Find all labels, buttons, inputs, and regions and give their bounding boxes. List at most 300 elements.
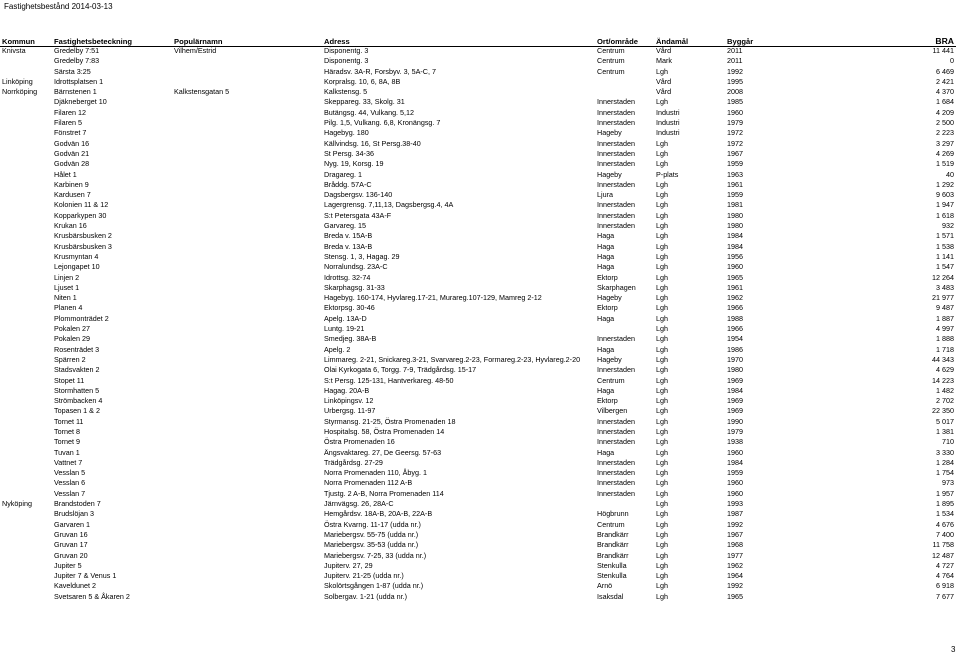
cell-fastighetsbeteckning: Kaveldunet 2: [54, 581, 96, 591]
cell-popularnamn: [172, 118, 322, 128]
cell-kommun: [0, 386, 52, 396]
cell-fastighetsbeteckning: Hålet 1: [54, 169, 77, 179]
cell-byggar: 1984: [727, 385, 743, 395]
cell-byggar: 1984: [727, 457, 743, 467]
cell-byggar: 1980: [727, 210, 743, 220]
cell-adress: Norra Promenaden 112 A-B: [324, 478, 413, 488]
cell-popularnamn: [172, 303, 322, 313]
cell-kommun: [0, 159, 52, 169]
cell-bra: 6 918: [936, 581, 954, 591]
cell-byggar: 1969: [727, 406, 743, 416]
cell-andamal: Lgh: [656, 478, 668, 488]
cell-andamal: Lgh: [656, 437, 668, 447]
cell-adress: Solbergav. 1-21 (udda nr.): [324, 591, 407, 601]
table-row: [0, 468, 956, 478]
cell-adress: Ängsvaktareg. 27, De Geersg. 57-63: [324, 447, 442, 457]
cell-byggar: 1965: [727, 591, 743, 601]
cell-fastighetsbeteckning: Vattnet 7: [54, 457, 83, 467]
cell-byggar: 1984: [727, 241, 743, 251]
cell-adress: Butängsg. 44, Vulkang. 5,12: [324, 107, 415, 117]
cell-popularnamn: [172, 530, 322, 540]
table-row: [0, 159, 956, 169]
cell-bra: 4 676: [936, 519, 954, 529]
cell-andamal: Lgh: [656, 591, 668, 601]
cell-popularnamn: [172, 231, 322, 241]
cell-andamal: Vård: [656, 76, 672, 86]
cell-fastighetsbeteckning: Brudslöjan 3: [54, 509, 94, 519]
table-row: [0, 386, 956, 396]
cell-andamal: Lgh: [656, 66, 668, 76]
table-row: [0, 324, 956, 334]
cell-adress: Idrottsg. 32-74: [324, 272, 371, 282]
cell-byggar: 1967: [727, 148, 743, 158]
cell-fastighetsbeteckning: Krukan 16: [54, 221, 87, 231]
cell-fastighetsbeteckning: Gruvan 16: [54, 529, 88, 539]
cell-kommun: Nyköping: [2, 499, 32, 509]
cell-byggar: 1980: [727, 365, 743, 375]
table-row: [0, 108, 956, 118]
cell-fastighetsbeteckning: Gruvan 17: [54, 540, 88, 550]
cell-popularnamn: [172, 211, 322, 221]
column-header-byggar: Byggår: [727, 37, 754, 46]
cell-bra: 1 381: [936, 426, 954, 436]
cell-bra: 7 677: [936, 591, 954, 601]
cell-fastighetsbeteckning: Godvän 28: [54, 159, 90, 169]
table-row: [0, 314, 956, 324]
cell-kommun: [0, 448, 52, 458]
cell-byggar: 1993: [727, 499, 743, 509]
cell-bra: 4 997: [936, 324, 954, 334]
table-row: [0, 231, 956, 241]
cell-adress: Korpralsg. 10, 6, 8A, 8B: [324, 76, 401, 86]
cell-popularnamn: [172, 478, 322, 488]
cell-fastighetsbeteckning: Stopet 11: [54, 375, 85, 385]
cell-adress: Ektorpsg. 30-46: [324, 303, 375, 313]
cell-popularnamn: [172, 571, 322, 581]
table-row: [0, 97, 956, 107]
cell-byggar: 2008: [727, 87, 743, 97]
cell-ort-omrade: Ektorp: [597, 396, 618, 406]
cell-andamal: Industri: [656, 128, 680, 138]
cell-ort-omrade: Innerstaden: [597, 365, 635, 375]
cell-fastighetsbeteckning: Jupiter 7 & Venus 1: [54, 571, 117, 581]
cell-byggar: 1972: [727, 128, 743, 138]
cell-byggar: 1968: [727, 540, 743, 550]
cell-kommun: [0, 551, 52, 561]
cell-adress: Pilg. 1,5, Vulkang. 6,8, Kronängsg. 7: [324, 118, 441, 128]
cell-ort-omrade: Innerstaden: [597, 107, 635, 117]
cell-ort-omrade: Innerstaden: [597, 416, 635, 426]
column-header-kommun: Kommun: [2, 37, 35, 46]
cell-ort-omrade: Brandkärr: [597, 550, 629, 560]
cell-byggar: 1966: [727, 303, 743, 313]
cell-byggar: 1970: [727, 354, 743, 364]
cell-fastighetsbeteckning: Kardusen 7: [54, 190, 91, 200]
cell-kommun: [0, 128, 52, 138]
cell-ort-omrade: Innerstaden: [597, 457, 635, 467]
cell-fastighetsbeteckning: Krusmyntan 4: [54, 251, 99, 261]
cell-byggar: 1972: [727, 138, 743, 148]
cell-adress: Apelg. 2: [324, 344, 351, 354]
table-row: [0, 427, 956, 437]
cell-adress: Hagag. 20A-B: [324, 385, 370, 395]
cell-byggar: 1995: [727, 76, 743, 86]
cell-bra: 1 754: [936, 468, 954, 478]
cell-andamal: Lgh: [656, 406, 668, 416]
table-row: [0, 242, 956, 252]
cell-adress: Olai Kyrkogata 6, Torgg. 7-9, Trädgårdsg. 15-17: [324, 365, 477, 375]
cell-adress: Hemgårdsv. 18A-B, 20A-B, 22A-B: [324, 509, 433, 519]
cell-fastighetsbeteckning: Djäkneberget 10: [54, 97, 107, 107]
cell-ort-omrade: Haga: [597, 251, 615, 261]
cell-fastighetsbeteckning: Gruvan 20: [54, 550, 88, 560]
table-row: [0, 180, 956, 190]
cell-andamal: Lgh: [656, 241, 668, 251]
table-row: [0, 190, 956, 200]
cell-adress: Dragareg. 1: [324, 169, 362, 179]
cell-byggar: 2011: [727, 46, 743, 55]
cell-andamal: Lgh: [656, 457, 668, 467]
cell-kommun: [0, 303, 52, 313]
cell-ort-omrade: Centrum: [597, 66, 625, 76]
cell-bra: 3 330: [936, 447, 954, 457]
cell-popularnamn: [172, 540, 322, 550]
table-row: [0, 365, 956, 375]
cell-andamal: Lgh: [656, 210, 668, 220]
cell-andamal: Lgh: [656, 221, 668, 231]
cell-bra: 6 469: [936, 66, 954, 76]
cell-ort-omrade: Hageby: [597, 169, 622, 179]
cell-ort-omrade: Haga: [597, 313, 615, 323]
cell-byggar: 1956: [727, 251, 743, 261]
cell-popularnamn: [172, 283, 322, 293]
cell-andamal: Lgh: [656, 190, 668, 200]
cell-popularnamn: [172, 242, 322, 252]
cell-bra: 11 441: [932, 46, 954, 55]
cell-fastighetsbeteckning: Fönstret 7: [54, 128, 87, 138]
table-row: [0, 478, 956, 488]
cell-popularnamn: [172, 551, 322, 561]
cell-adress: Skarphagsg. 31-33: [324, 282, 385, 292]
cell-popularnamn: [172, 252, 322, 262]
cell-ort-omrade: Ektorp: [597, 303, 618, 313]
cell-adress: Trädgårdsg. 27-29: [324, 457, 383, 467]
cell-bra: 14 223: [932, 375, 954, 385]
column-header-adress: Adress: [324, 37, 350, 46]
cell-popularnamn: [172, 581, 322, 591]
cell-kommun: [0, 509, 52, 519]
cell-fastighetsbeteckning: Brandstoden 7: [54, 499, 101, 509]
cell-kommun: [0, 334, 52, 344]
cell-byggar: 1959: [727, 159, 743, 169]
cell-andamal: Lgh: [656, 550, 668, 560]
cell-fastighetsbeteckning: Vesslan 5: [54, 468, 86, 478]
cell-andamal: Lgh: [656, 385, 668, 395]
cell-fastighetsbeteckning: Spärren 2: [54, 354, 86, 364]
cell-andamal: Lgh: [656, 468, 668, 478]
cell-kommun: [0, 376, 52, 386]
cell-popularnamn: [172, 293, 322, 303]
cell-adress: Smedjeg. 38A-B: [324, 334, 377, 344]
cell-bra: 932: [942, 221, 954, 231]
cell-fastighetsbeteckning: Kopparkypen 30: [54, 210, 107, 220]
cell-andamal: Lgh: [656, 416, 668, 426]
cell-andamal: Lgh: [656, 159, 668, 169]
table-row: [0, 540, 956, 550]
cell-popularnamn: [172, 324, 322, 334]
cell-adress: Lagergrensg. 7,11,13, Dagsbergsg.4, 4A: [324, 200, 454, 210]
cell-adress: Apelg. 13A-D: [324, 313, 367, 323]
cell-andamal: Vård: [656, 87, 672, 97]
cell-byggar: 1960: [727, 107, 743, 117]
cell-bra: 1 292: [936, 179, 954, 189]
cell-ort-omrade: Stenkulla: [597, 560, 627, 570]
table-row: [0, 139, 956, 149]
cell-ort-omrade: Centrum: [597, 56, 625, 66]
cell-bra: 1 284: [936, 457, 954, 467]
cell-popularnamn: [172, 406, 322, 416]
cell-kommun: [0, 190, 52, 200]
cell-adress: Breda v. 15A-B: [324, 231, 373, 241]
table-row: [0, 118, 956, 128]
cell-byggar: 1979: [727, 118, 743, 128]
cell-popularnamn: [172, 345, 322, 355]
table-row: [0, 46, 956, 56]
column-header-bra: BRA: [935, 37, 954, 46]
cell-popularnamn: [172, 159, 322, 169]
cell-bra: 21 977: [932, 293, 954, 303]
cell-byggar: 1964: [727, 571, 743, 581]
cell-fastighetsbeteckning: Tornet 9: [54, 437, 80, 447]
cell-ort-omrade: Centrum: [597, 375, 625, 385]
cell-andamal: Lgh: [656, 540, 668, 550]
cell-popularnamn: [172, 468, 322, 478]
cell-adress: Limmareg. 2-21, Snickareg.3-21, Svarvareg.2-23, Formareg.2-23, Hyvlareg.2-20: [324, 354, 581, 364]
cell-byggar: 1962: [727, 293, 743, 303]
cell-adress: Disponentg. 3: [324, 56, 369, 66]
cell-fastighetsbeteckning: Godvän 21: [54, 148, 90, 158]
cell-andamal: Lgh: [656, 581, 668, 591]
cell-kommun: [0, 365, 52, 375]
cell-ort-omrade: Ljura: [597, 190, 613, 200]
cell-bra: 12 487: [932, 550, 954, 560]
cell-popularnamn: [172, 128, 322, 138]
cell-andamal: Lgh: [656, 447, 668, 457]
cell-bra: 4 370: [936, 87, 954, 97]
cell-ort-omrade: Vilbergen: [597, 406, 628, 416]
cell-bra: 1 888: [936, 334, 954, 344]
table-header: [0, 37, 956, 46]
cell-kommun: [0, 283, 52, 293]
cell-fastighetsbeteckning: Gredelby 7:51: [54, 46, 100, 55]
cell-byggar: 1979: [727, 426, 743, 436]
cell-popularnamn: [172, 376, 322, 386]
cell-adress: Östra Kvarng. 11-17 (udda nr.): [324, 519, 421, 529]
cell-ort-omrade: Stenkulla: [597, 571, 627, 581]
cell-byggar: 1984: [727, 231, 743, 241]
cell-ort-omrade: Haga: [597, 447, 615, 457]
cell-byggar: 2011: [727, 56, 743, 66]
cell-ort-omrade: Innerstaden: [597, 426, 635, 436]
cell-andamal: Lgh: [656, 344, 668, 354]
cell-bra: 4 727: [936, 560, 954, 570]
cell-ort-omrade: Innerstaden: [597, 221, 635, 231]
cell-popularnamn: [172, 200, 322, 210]
cell-kommun: [0, 200, 52, 210]
cell-byggar: 1938: [727, 437, 743, 447]
cell-bra: 9 603: [936, 190, 954, 200]
cell-andamal: Industri: [656, 118, 680, 128]
cell-ort-omrade: Hageby: [597, 293, 622, 303]
cell-kommun: [0, 581, 52, 591]
table-row: [0, 334, 956, 344]
cell-fastighetsbeteckning: Filaren 12: [54, 107, 86, 117]
table-row: [0, 355, 956, 365]
cell-kommun: [0, 468, 52, 478]
table-row: [0, 406, 956, 416]
cell-fastighetsbeteckning: Stadsvakten 2: [54, 365, 100, 375]
cell-bra: 1 887: [936, 313, 954, 323]
cell-bra: 11 758: [932, 540, 954, 550]
cell-ort-omrade: Brandkärr: [597, 540, 629, 550]
cell-popularnamn: [172, 273, 322, 283]
cell-popularnamn: [172, 386, 322, 396]
cell-adress: Kalkstensg. 5: [324, 87, 368, 97]
cell-fastighetsbeteckning: Tornet 8: [54, 426, 80, 436]
cell-kommun: [0, 211, 52, 221]
cell-andamal: Mark: [656, 56, 672, 66]
cell-ort-omrade: Innerstaden: [597, 97, 635, 107]
cell-popularnamn: [172, 592, 322, 602]
table-row: [0, 149, 956, 159]
cell-andamal: Lgh: [656, 272, 668, 282]
cell-kommun: [0, 520, 52, 530]
cell-adress: Norralundsg. 23A-C: [324, 262, 388, 272]
cell-adress: Luntg. 19-21: [324, 324, 365, 334]
cell-adress: Mariebergsv. 7-25, 33 (udda nr.): [324, 550, 427, 560]
cell-bra: 1 482: [936, 385, 954, 395]
cell-fastighetsbeteckning: Pokalen 29: [54, 334, 90, 344]
cell-fastighetsbeteckning: Vesslan 6: [54, 478, 86, 488]
cell-popularnamn: [172, 149, 322, 159]
cell-fastighetsbeteckning: Ljuset 1: [54, 282, 80, 292]
cell-popularnamn: [172, 56, 322, 66]
cell-bra: 4 209: [936, 107, 954, 117]
cell-kommun: [0, 540, 52, 550]
cell-bra: 3 297: [936, 138, 954, 148]
cell-fastighetsbeteckning: Svetsaren 5 & Åkaren 2: [54, 591, 130, 601]
cell-adress: S:t Petersgata 43A-F: [324, 210, 392, 220]
cell-fastighetsbeteckning: Stormhatten 5: [54, 385, 100, 395]
cell-bra: 1 618: [936, 210, 954, 220]
cell-fastighetsbeteckning: Jupiter 5: [54, 560, 82, 570]
cell-fastighetsbeteckning: Linjen 2: [54, 272, 80, 282]
cell-byggar: 1992: [727, 519, 743, 529]
cell-byggar: 1960: [727, 488, 743, 498]
cell-bra: 3 483: [936, 282, 954, 292]
cell-bra: 1 519: [936, 159, 954, 169]
cell-bra: 22 350: [932, 406, 954, 416]
cell-andamal: Lgh: [656, 529, 668, 539]
cell-kommun: [0, 437, 52, 447]
cell-byggar: 1986: [727, 344, 743, 354]
cell-bra: 1 538: [936, 241, 954, 251]
table-row: [0, 67, 956, 77]
cell-andamal: Lgh: [656, 324, 668, 334]
cell-ort-omrade: [595, 499, 654, 509]
cell-andamal: Lgh: [656, 560, 668, 570]
cell-kommun: [0, 252, 52, 262]
cell-byggar: 1987: [727, 509, 743, 519]
cell-andamal: Lgh: [656, 97, 668, 107]
cell-kommun: [0, 345, 52, 355]
cell-andamal: Lgh: [656, 200, 668, 210]
cell-fastighetsbeteckning: Pokalen 27: [54, 324, 90, 334]
cell-bra: 4 764: [936, 571, 954, 581]
cell-ort-omrade: Innerstaden: [597, 488, 635, 498]
table-row: [0, 581, 956, 591]
cell-kommun: [0, 396, 52, 406]
cell-fastighetsbeteckning: Plommonträdet 2: [54, 313, 109, 323]
cell-fastighetsbeteckning: Tuvan 1: [54, 447, 80, 457]
cell-adress: Urbergsg. 11-97: [324, 406, 376, 416]
cell-bra: 1 547: [936, 262, 954, 272]
cell-popularnamn: [172, 396, 322, 406]
cell-bra: 1 718: [936, 344, 954, 354]
table-row: [0, 200, 956, 210]
table-row: [0, 211, 956, 221]
cell-popularnamn: [172, 417, 322, 427]
table-row: [0, 448, 956, 458]
table-row: [0, 252, 956, 262]
cell-byggar: 1965: [727, 272, 743, 282]
cell-fastighetsbeteckning: Filaren 5: [54, 118, 82, 128]
cell-adress: Mariebergsv. 55-75 (udda nr.): [324, 529, 419, 539]
cell-fastighetsbeteckning: Planen 4: [54, 303, 83, 313]
cell-bra: 40: [946, 169, 954, 179]
cell-adress: Dagsbergsv. 136-140: [324, 190, 393, 200]
cell-popularnamn: [172, 437, 322, 447]
cell-fastighetsbeteckning: Vesslan 7: [54, 488, 86, 498]
cell-ort-omrade: Innerstaden: [597, 118, 635, 128]
cell-ort-omrade: Hageby: [597, 354, 622, 364]
cell-adress: Källvindsg. 16, St Persg.38-40: [324, 138, 421, 148]
cell-kommun: [0, 355, 52, 365]
cell-ort-omrade: Skarphagen: [597, 282, 636, 292]
cell-adress: Bråddg. 57A-C: [324, 179, 372, 189]
table-row: [0, 77, 956, 87]
cell-fastighetsbeteckning: Godvän 16: [54, 138, 90, 148]
table-row: [0, 303, 956, 313]
cell-byggar: 1977: [727, 550, 743, 560]
cell-bra: 44 343: [932, 354, 954, 364]
cell-popularnamn: [172, 314, 322, 324]
cell-andamal: Lgh: [656, 499, 668, 509]
cell-ort-omrade: Haga: [597, 241, 615, 251]
cell-ort-omrade: Arnö: [597, 581, 613, 591]
cell-ort-omrade: Ektorp: [597, 272, 618, 282]
table-row: [0, 489, 956, 499]
cell-kommun: [0, 324, 52, 334]
cell-ort-omrade: Haga: [597, 344, 615, 354]
cell-adress: Hagebyg. 160-174, Hyvlareg.17-21, Murareg.107-129, Mamreg 2-12: [324, 293, 542, 303]
cell-byggar: 1969: [727, 375, 743, 385]
cell-andamal: Industri: [656, 107, 680, 117]
cell-adress: Jupiterv. 27, 29: [324, 560, 373, 570]
cell-ort-omrade: Centrum: [597, 519, 625, 529]
cell-bra: 1 534: [936, 509, 954, 519]
cell-popularnamn: [172, 499, 322, 509]
